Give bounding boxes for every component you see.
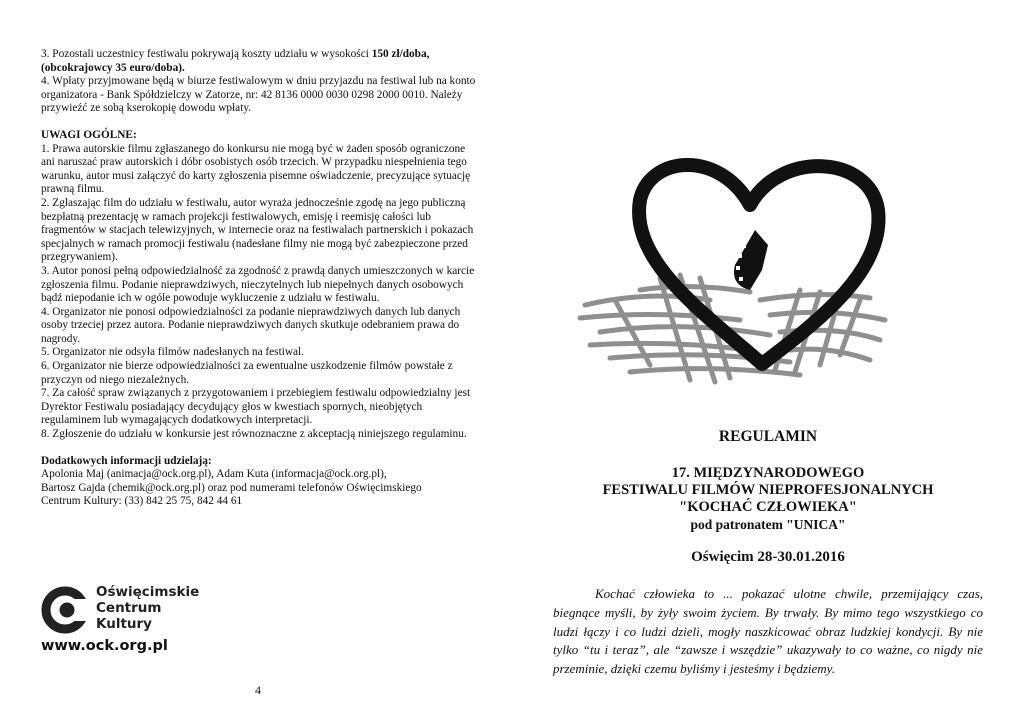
note-8: 8. Zgłoszenie do udziału w konkursie jest równoznaczne z akceptacją niniejszego regulaminu. (41, 428, 467, 441)
festival-title-line-3: "KOCHAĆ CZŁOWIEKA" (679, 499, 857, 515)
regulamin-title: REGULAMIN (718, 428, 818, 445)
patronage-line: pod patronatem "UNICA" (690, 517, 846, 532)
paragraph-3 (41, 48, 481, 75)
brand-line-1: Oświęcimskie (96, 584, 200, 600)
fee-amount: 150 zł/doba, (obcokrajowcy 35 euro/doba). (41, 48, 430, 74)
contact-line-3: Centrum Kultury: (33) 842 25 75, 842 44 61 (41, 495, 243, 508)
paragraph-4: 4. Wpłaty przyjmowane będą w biurze festiwalowym w dniu przyjazdu na festiwal lub na konto organizatora - Bank Spółdzielczy w Zatorze, nr: 42 8136 0000 0030 0298 2000 0010. Należy przywieźć ze sobą kserokopię dowodu wpłaty. (41, 75, 476, 115)
festival-title (556, 465, 980, 533)
general-notes-heading-text: UWAGI OGÓLNE: (41, 128, 137, 141)
contact-heading-text: Dodatkowych informacji udzielają: (41, 454, 212, 467)
contact-line-2: Bartosz Gajda (chemik@ock.org.pl) oraz pod numerami telefonów Oświęcimskiego (41, 481, 422, 494)
ock-logo-icon (40, 585, 90, 635)
motto-quote: Kochać człowieka to ... pokazać ulotne chwile, przemijający czas, biegnące myśli, by żyły swoim życiem. By trwały. By mimo tego wszystkiego co ludzi łączy i co ludzi dzieli, mogły naszkicować obraz ludzkiej kondycji. By nie tylko “tu i teraz”, ale “zawsze i wszędzie” ukazywały to co ważne, co nigdy nie przeminie, dzięki czemu byliśmy i jesteśmy i będziemy. (553, 586, 983, 677)
ock-brand-name (96, 584, 199, 632)
brand-line-3: Kultury (96, 616, 152, 632)
contact-line-1: Apolonia Maj (animacja@ock.org.pl), Adam Kuta (informacja@ock.org.pl), (41, 468, 387, 481)
website-url: www.ock.org.pl (41, 638, 168, 654)
note-3: 3. Autor ponosi pełną odpowiedzialność za zgodność z prawdą danych umieszczonych w karcie zgłoszenia filmu. Podanie nieprawdziwych, nieczytelnych lub niepełnych danych osobowych bądź niepodanie ich w ogóle powoduje wykluczenie z udziału w festiwalu. (41, 264, 475, 305)
page-number: 4 (255, 683, 261, 697)
note-2: 2. Zgłaszając film do udziału w festiwalu, autor wyraża jednocześnie zgodę na jego publiczną bezpłatną prezentację w ramach projekcji festiwalowych, emisję i reemisję całości lub fragmentów w stacjach telewizyjnych, w internecie oraz na festiwalach partnerskich i pokazach specjalnych w ramach promocji festiwalu (nadesłane filmy nie mogą być zabezpieczone przed przegrywaniem). (41, 196, 474, 264)
place-and-date: Oświęcim 28-30.01.2016 (691, 549, 845, 565)
note-6: 6. Organizator nie bierze odpowiedzialności za ewentualne uszkodzenie filmów powstałe z przyczyn od niego niezależnych. (41, 360, 453, 386)
paragraph-3-text: 3. Pozostali uczestnicy festiwalu pokrywają koszty udziału w wysokości (41, 48, 372, 60)
regulations-left-column (41, 48, 481, 509)
general-notes-heading (41, 129, 481, 143)
note-7: 7. Za całość spraw związanych z przygotowaniem i przebiegiem festiwalu odpowiedzialny jest Dyrektor Festiwalu posiadający decydujący głos w kwestiach spornych, nieobjętych regulaminem lub wymagających dodatkowych interpretacji. (41, 387, 471, 427)
heart-film-illustration (540, 150, 940, 400)
festival-title-line-1: 17. MIĘDZYNARODOWEGO (671, 465, 865, 481)
note-5: 5. Organizator nie odsyła filmów nadesłanych na festiwal. (41, 346, 304, 359)
festival-title-line-2: FESTIWALU FILMÓW NIEPROFESJONALNYCH (602, 482, 934, 498)
ock-logo (40, 584, 240, 656)
contact-heading (41, 455, 481, 469)
note-4: 4. Organizator nie ponosi odpowiedzialności za podanie nieprawdziwych danych lub danych osoby trzeciej przez autora. Podanie nieprawdziwych danych skutkuje odebraniem prawa do nagrody. (41, 305, 461, 345)
brand-line-2: Centrum (96, 600, 162, 616)
contact-info (41, 468, 481, 509)
note-1: 1. Prawa autorskie filmu zgłaszanego do konkursu nie mogą być w żaden sposób ograniczone ani naruszać praw autorskich i dóbr osobistych osób trzecich. W przypadku niespełnienia tego warunku, autor musi załączyć do karty zgłoszenia pisemne oświadczenie, precyzujące sytuację prawną filmu. (41, 142, 471, 196)
